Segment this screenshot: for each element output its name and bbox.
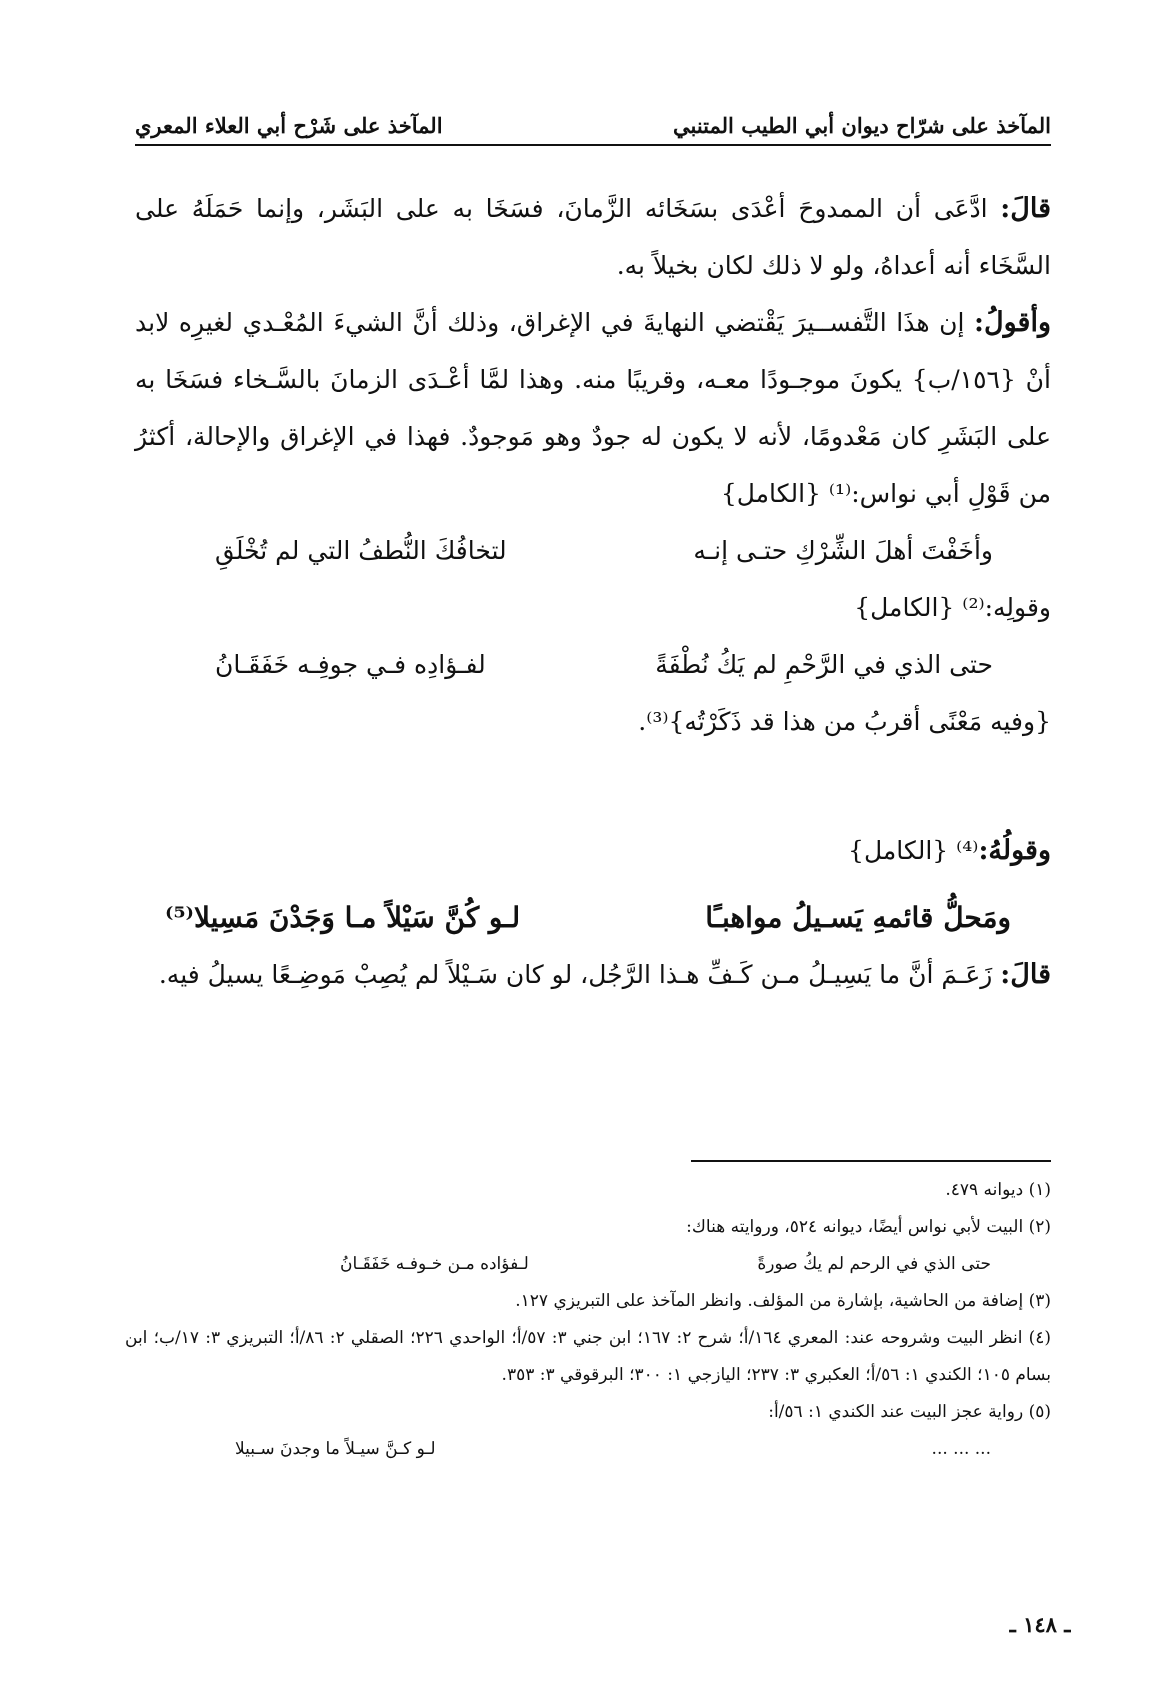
quote-intro: وقولِه:⁽²⁾ {الكامل} <box>854 593 1051 622</box>
lead-word: وأقولُ: <box>974 307 1051 338</box>
paragraph-2 <box>135 294 1051 522</box>
lead-word: قالَ: <box>1000 193 1051 224</box>
footnote-verse <box>125 1431 1051 1468</box>
footnote-2: (٢) البيت لأبي نواس أيضًا، ديوانه ٥٢٤، وروايته هناك: <box>686 1217 1051 1237</box>
verse-line-main <box>135 889 1051 946</box>
lead-word: قالَ: <box>1000 959 1051 990</box>
paragraph-text: إن هذَا التَّفســيرَ يَقْتضي النهايةَ في الإغراق، وذلك أنَّ الشيءَ المُعْـدي لغيرِه لابد أنْ {١٥٦/ب} يكونَ موجـودًا معـه، وقريبًا منه. وهذا لمَّا أعْـدَى الزمانَ بالسَّـخاء فسَخَا به على البَشَرِ كان مَعْدومًا، لأنه لا يكون له جودٌ وهو مَوجودٌ. فهذا في الإغراق والإحالة، أكثرُ من قَوْلِ أبي نواس:⁽¹⁾ {الكامل} <box>135 308 1051 508</box>
verse-hemistich-first: وأخَفْتَ أهلَ الشِّرْكِ حتـى إنـه <box>693 536 993 565</box>
verse-hemistich-second: لـو كـنَّ سيـلاً ما وجدنَ سـبيلا <box>235 1439 436 1459</box>
footnote-3: (٣) إضافة من الحاشية، بإشارة من المؤلف. وانظر المآخذ على التبريزي ١٢٧. <box>515 1291 1051 1311</box>
header-book-title: المآخذ على شرّاح ديوان أبي الطيب المتنبي <box>673 113 1051 138</box>
paragraph-1 <box>135 180 1051 294</box>
lead-word: وقولُهُ: <box>978 835 1051 866</box>
verse-hemistich-first: حتى الذي في الرحم لم يكُ صورةً <box>757 1254 991 1274</box>
verse-hemistich-first: ومَحلُّ قائمهِ يَسـيلُ مواهبـًا <box>705 901 1011 934</box>
paragraph-text: ادَّعَى أن الممدوحَ أعْدَى بسَخَائه الزَّمانَ، فسَخَا به على البَشَر، وإنما حَمَلَهُ على السَّخَاء أنه أعداهُ، ولو لا ذلك لكان بخيلاً به. <box>135 194 1051 280</box>
verse-hemistich-first: حتى الذي في الرَّحْمِ لم يَكُ نُطْفَةً <box>655 650 993 679</box>
bracketed-addition: {وفيه مَعْنًى أقربُ من هذا قد ذَكَرْتُه}⁽³⁾. <box>638 707 1051 736</box>
footnote-separator <box>691 1160 1051 1162</box>
main-text <box>135 180 1051 1003</box>
header-section-title: المآخذ على شَرْح أبي العلاء المعري <box>135 113 443 138</box>
footnote-4: (٤) انظر البيت وشروحه عند: المعري ١٦٤/أ؛ شرح ٢: ١٦٧؛ ابن جني ٣: ٥٧/أ؛ الواحدي ٢٢٦؛ الصقلي ٢: ٨٦/أ؛ التبريزي ٣: ١٧/ب؛ ابن بسام ١٠٥؛ الكندي ١: ٥٦/أ؛ العكبري ٣: ٢٣٧؛ اليازجي ١: ٣٠٠؛ البرقوقي ٣: ٣٥٣. <box>125 1328 1052 1385</box>
section-gap <box>135 750 1051 822</box>
paragraph-3 <box>135 822 1051 879</box>
page-number: ـ ١٤٨ ـ <box>1009 1612 1071 1637</box>
paragraph-4 <box>135 946 1051 1003</box>
meter-label: ⁽⁴⁾ {الكامل} <box>848 836 979 865</box>
verse-hemistich-second: لتخافُكَ النُّطفُ التي لم تُخْلَقِ <box>215 536 507 565</box>
running-header <box>135 92 1051 146</box>
verse-line <box>135 522 1051 579</box>
verse-hemistich-first: ... ... ... <box>931 1439 991 1459</box>
verse-line <box>135 636 1051 693</box>
verse-hemistich-second: لفـؤادِه فـي جوفِـه خَفَقَـانُ <box>215 650 486 679</box>
footnote-verse <box>125 1246 1051 1283</box>
footnote-5: (٥) رواية عجز البيت عند الكندي ١: ٥٦/أ: <box>768 1402 1051 1422</box>
verse-hemistich-second: لـفؤاده مـن خـوفـه خَفَقَـانُ <box>340 1254 529 1274</box>
footnote-1: (١) ديوانه ٤٧٩. <box>945 1180 1051 1200</box>
footnotes <box>125 1172 1051 1468</box>
paragraph-text: زَعَـمَ أنَّ ما يَسِيـلُ مـن كَـفِّ هـذا الرَّجُل، لو كان سَـيْلاً لم يُصِبْ مَوضِـعًا يسيلُ فيه. <box>158 960 1001 989</box>
verse-hemistich-second: لـو كُنَّ سَيْلاً مـا وَجَدْنَ مَسِيلا⁽⁵⁾ <box>165 901 521 934</box>
